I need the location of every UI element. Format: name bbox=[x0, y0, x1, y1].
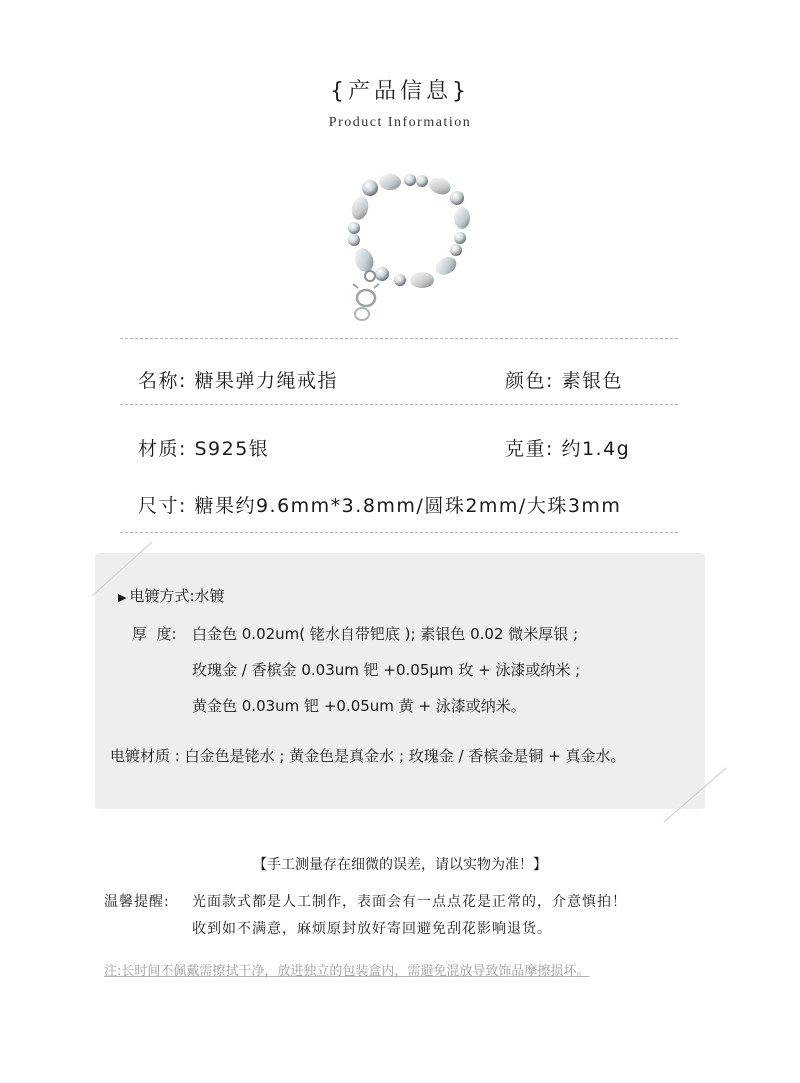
spec-size-value: 糖果约9.6mm*3.8mm/圆珠2mm/大珠3mm bbox=[194, 495, 622, 517]
spec-weight-label: 克重: bbox=[505, 438, 554, 460]
plating-thickness-line: 黄金色 0.03um 钯 +0.05um 黄 + 泳漆或纳米。 bbox=[192, 697, 526, 715]
spec-weight-value: 约1.4g bbox=[561, 438, 631, 460]
spec-material-label: 材质: bbox=[138, 438, 187, 460]
footnote: 注:长时间不佩戴需擦拭干净，放进独立的包装盒内，需避免混放导致饰品摩擦损坏。 bbox=[104, 964, 590, 979]
tip-label: 温馨提醒: bbox=[104, 894, 170, 910]
spec-weight bbox=[505, 434, 630, 461]
spec-name bbox=[138, 366, 338, 393]
plating-method bbox=[118, 585, 225, 606]
plating-thickness-label: 厚 度: bbox=[132, 625, 177, 643]
divider bbox=[120, 404, 678, 405]
spec-material-value: S925银 bbox=[194, 438, 270, 460]
spec-color-value: 素银色 bbox=[561, 370, 623, 392]
triangle-icon: ▶ bbox=[118, 591, 127, 604]
product-image bbox=[330, 168, 480, 328]
page-header bbox=[0, 74, 800, 131]
measurement-note: 【手工测量存在细微的误差，请以实物为准！】 bbox=[253, 857, 547, 873]
plating-thickness-line: 白金色 0.02um( 铑水自带钯底 ); 素银色 0.02 微米厚银 ; bbox=[192, 625, 579, 643]
decorative-slash-icon bbox=[648, 760, 738, 830]
silver-ring-icon bbox=[330, 168, 480, 328]
spec-color bbox=[505, 366, 623, 393]
spec-name-value: 糖果弹力绳戒指 bbox=[194, 370, 338, 392]
plating-thickness-line: 玫瑰金 / 香槟金 0.03um 钯 +0.05μm 玫 + 泳漆或纳米 ; bbox=[192, 661, 581, 679]
spec-size bbox=[138, 491, 621, 518]
page-subtitle: Product Information bbox=[328, 115, 472, 130]
divider bbox=[120, 532, 678, 533]
spec-material bbox=[138, 434, 269, 461]
tip-line: 收到如不满意，麻烦原封放好寄回避免刮花影响退货。 bbox=[192, 921, 552, 937]
spec-name-label: 名称: bbox=[138, 370, 187, 392]
spec-size-label: 尺寸: bbox=[138, 495, 187, 517]
plating-material: 电镀材质 : 白金色是铑水 ; 黄金色是真金水 ; 玫瑰金 / 香槟金是铜 + 真金水。 bbox=[110, 747, 626, 765]
tip-line: 光面款式都是人工制作，表面会有一点点花是正常的，介意慎拍！ bbox=[192, 894, 627, 910]
spec-color-label: 颜色: bbox=[505, 370, 554, 392]
plating-method-text: 电镀方式:水镀 bbox=[129, 587, 225, 605]
page-title: {产品信息} bbox=[330, 79, 470, 104]
divider bbox=[120, 338, 678, 339]
